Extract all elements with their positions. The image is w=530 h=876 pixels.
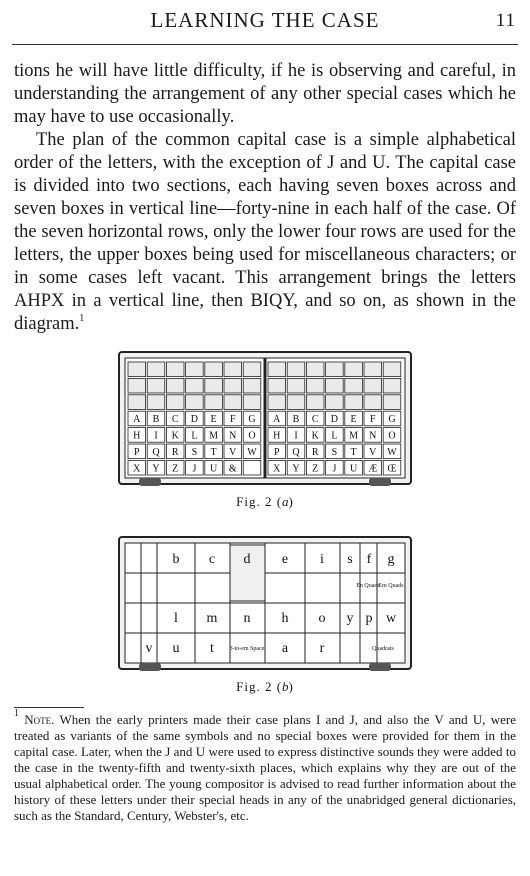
case-box <box>224 395 242 410</box>
case-box <box>166 395 184 410</box>
box-r: r <box>319 641 325 656</box>
right-letter-m: M <box>349 430 359 442</box>
right-letter-a: A <box>273 414 281 426</box>
left-letter-p: P <box>134 447 140 458</box>
box-l: l <box>174 611 178 626</box>
right-letter-d: D <box>330 414 339 426</box>
footnote-marker: 1 <box>14 708 19 719</box>
case-box <box>205 362 223 377</box>
left-letter-l: L <box>191 430 198 442</box>
case-box <box>186 395 204 410</box>
left-letter-a: A <box>133 414 141 426</box>
footnote <box>14 708 517 824</box>
right-letter-c: C <box>311 414 319 426</box>
page-number: 11 <box>495 10 516 31</box>
case-box <box>306 378 324 393</box>
footnote-lead: Note. <box>24 712 55 727</box>
case-box <box>224 362 242 377</box>
case-box <box>306 362 324 377</box>
box-s: s <box>347 552 353 567</box>
left-letter-g: G <box>248 414 256 426</box>
left-letter-d: D <box>190 414 199 426</box>
case-box <box>186 378 204 393</box>
left-letter-m: M <box>209 430 219 442</box>
left-letter-e: E <box>210 414 217 426</box>
box-a: a <box>281 641 289 656</box>
right-letter-i: I <box>294 430 298 442</box>
case-box <box>205 395 223 410</box>
case-box <box>345 395 363 410</box>
left-letter-q: Q <box>152 447 160 458</box>
left-letter-z: Z <box>172 463 179 475</box>
box-em-quads: Em Quads <box>378 583 404 589</box>
paragraph-1: tions he will have little difficulty, if he is observing and careful, in understanding the arrangement of any other special cases which he may have to use occasionally. <box>14 61 516 127</box>
case-box <box>128 362 146 377</box>
box-n: n <box>243 611 251 626</box>
case-box <box>383 362 401 377</box>
right-letter-l: L <box>331 430 338 442</box>
case-box <box>147 362 165 377</box>
footnote-text: When the early printers made their case plans I and J, and also the V and U, were treated as variants of the same symbols and no special boxes were provided for them in the capital case. Later, when the J and U were used to express distinctive sounds they were added to the case in the twenty-fifth and twenty-sixth places, which explains why they are out of the usual alphabetical order. The young compositor is advised to read further information about the history of these letters under their special heads in any of the unabridged general dictionaries, such as the Standard, Century, Webster's, etc. <box>14 712 517 823</box>
left-letter-w: W <box>247 447 257 458</box>
case-box <box>345 362 363 377</box>
figure-2b-caption: Fig. 2 (b) <box>236 679 294 694</box>
right-letter-q: Q <box>292 447 300 458</box>
left-letter-s: S <box>191 447 198 458</box>
page-header <box>0 8 530 38</box>
case-box <box>128 395 146 410</box>
case-box <box>364 395 382 410</box>
right-letter-y: Y <box>292 463 300 475</box>
right-letter-h: H <box>273 430 281 442</box>
right-letter-k: K <box>311 430 319 442</box>
case-box <box>243 395 261 410</box>
case-box <box>243 460 261 475</box>
box-en-quads: En Quads <box>356 583 380 589</box>
right-letter-u: U <box>349 463 358 475</box>
right-letter-f: F <box>370 414 376 426</box>
right-letter-e: E <box>350 414 357 426</box>
box-i: i <box>320 552 324 567</box>
case-box <box>364 378 382 393</box>
lower-case-diagram <box>115 535 415 675</box>
left-letter-k: K <box>171 430 179 442</box>
right-letter-s: S <box>331 447 338 458</box>
footnote-reference[interactable]: 1 <box>79 313 85 324</box>
case-box <box>147 395 165 410</box>
case-box <box>166 362 184 377</box>
box-w: w <box>385 611 397 626</box>
case-box <box>345 378 363 393</box>
case-box <box>326 395 344 410</box>
left-letter-r: R <box>171 447 179 458</box>
box-f: f <box>366 552 372 567</box>
right-letter-æ: Æ <box>368 463 378 475</box>
right-letter-œ: Œ <box>387 463 397 475</box>
right-letter-n: N <box>369 430 377 442</box>
case-box <box>287 395 305 410</box>
left-letter-x: X <box>133 463 141 475</box>
right-letter-w: W <box>387 447 397 458</box>
box-g: g <box>387 552 395 567</box>
case-box <box>383 395 401 410</box>
box-y: y <box>346 611 354 626</box>
case-box <box>268 362 286 377</box>
figure-2a <box>0 350 530 510</box>
figure-2a-caption: Fig. 2 (a) <box>236 494 294 509</box>
case-box <box>205 378 223 393</box>
case-box <box>268 378 286 393</box>
case-box <box>287 362 305 377</box>
right-letter-x: X <box>273 463 281 475</box>
box-t: t <box>210 641 214 656</box>
box-p: p <box>365 611 373 626</box>
case-box <box>383 378 401 393</box>
box-e: e <box>281 552 289 567</box>
right-letter-g: G <box>388 414 396 426</box>
right-letter-v: V <box>369 447 377 458</box>
left-letter-u: U <box>209 463 218 475</box>
case-box <box>243 378 261 393</box>
box-quadrats: Quadrats <box>372 646 394 652</box>
box-m: m <box>206 611 218 626</box>
left-letter-i: I <box>154 430 158 442</box>
right-letter-t: T <box>350 447 357 458</box>
case-box <box>186 362 204 377</box>
left-letter-f: F <box>230 414 236 426</box>
case-box <box>306 395 324 410</box>
left-letter-&: & <box>228 463 237 475</box>
left-letter-n: N <box>229 430 237 442</box>
box-h: h <box>281 611 289 626</box>
box-thick-space: 3-to-em Space <box>229 646 265 652</box>
running-head: LEARNING THE CASE <box>150 8 380 32</box>
case-box <box>287 378 305 393</box>
paragraph-2 <box>14 129 516 336</box>
right-letter-z: Z <box>312 463 319 475</box>
left-letter-j: J <box>192 463 197 475</box>
box-b: b <box>172 552 180 567</box>
case-box <box>128 378 146 393</box>
capital-case-diagram <box>115 350 415 490</box>
case-box <box>224 378 242 393</box>
left-letter-y: Y <box>152 463 160 475</box>
left-letter-b: B <box>152 414 160 426</box>
box-o: o <box>318 611 326 626</box>
case-box <box>326 362 344 377</box>
footnote-rule <box>14 707 84 708</box>
left-letter-c: C <box>171 414 179 426</box>
left-letter-v: V <box>229 447 237 458</box>
left-letter-o: O <box>248 430 256 442</box>
right-letter-j: J <box>332 463 337 475</box>
box-d: d <box>243 552 251 567</box>
right-letter-r: R <box>311 447 319 458</box>
right-letter-p: P <box>274 447 280 458</box>
case-box <box>243 362 261 377</box>
case-box <box>147 378 165 393</box>
case-box <box>364 362 382 377</box>
box-v: v <box>145 641 153 656</box>
header-rule <box>12 44 518 45</box>
case-box <box>166 378 184 393</box>
case-box <box>268 395 286 410</box>
figure-2b <box>0 535 530 695</box>
body-text <box>14 60 516 336</box>
right-letter-o: O <box>388 430 396 442</box>
left-letter-t: T <box>210 447 217 458</box>
box-c: c <box>208 552 216 567</box>
left-letter-h: H <box>133 430 141 442</box>
box-u: u <box>172 641 180 656</box>
right-letter-b: B <box>292 414 300 426</box>
case-box <box>326 378 344 393</box>
paragraph-2-text: The plan of the common capital case is a simple alphabetical order of the letters, with the exception of J and U. The capital case is divided into two sections, each having seven boxes across and seven boxes in vertical line—forty-nine in each half of the case. Of the seven horizontal rows, only the lower four rows are used for the letters, the upper boxes being used for miscellaneous characters; or in some cases left vacant. This arrangement brings the letters AHPX in a vertical line, then BIQY, and so on, as shown in the diagram. <box>14 130 516 334</box>
